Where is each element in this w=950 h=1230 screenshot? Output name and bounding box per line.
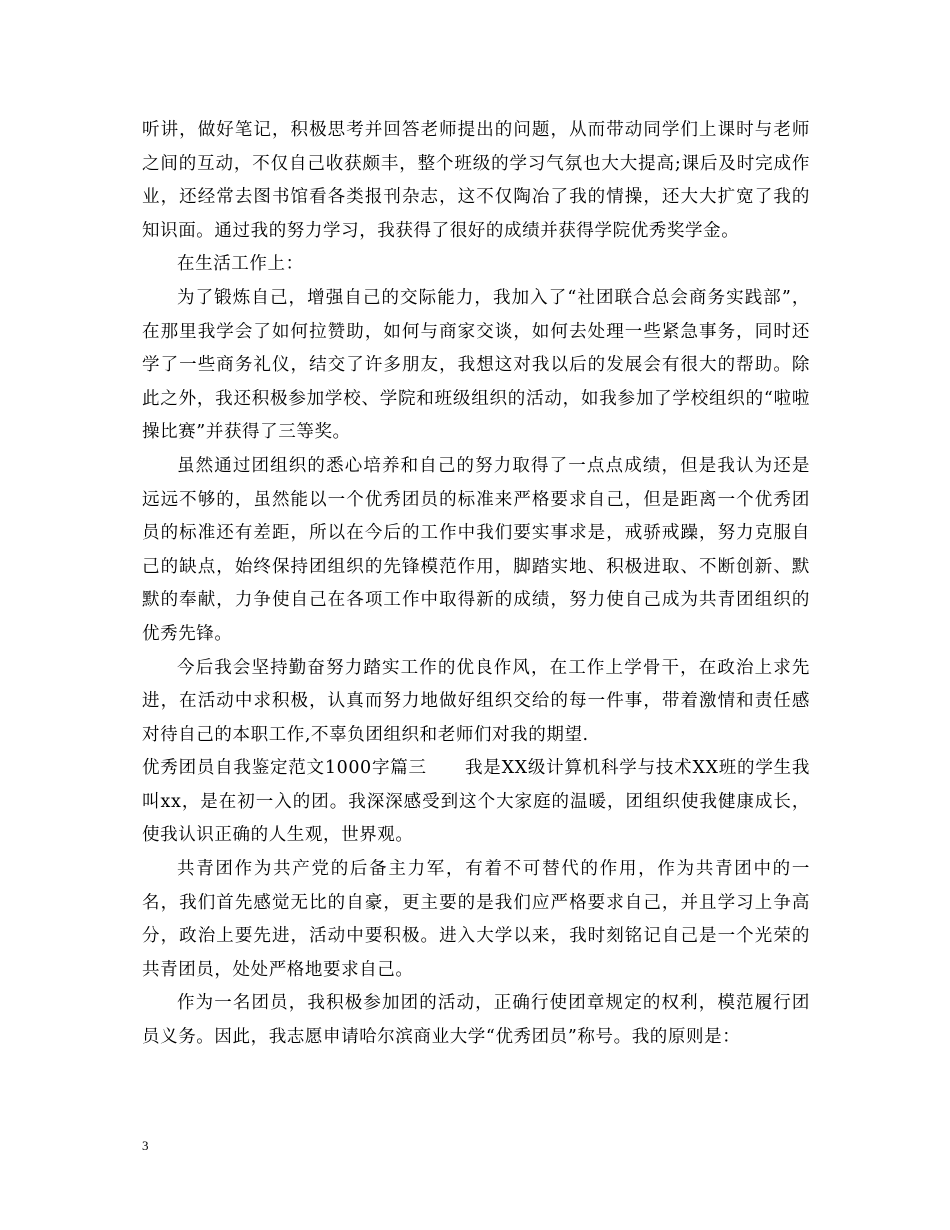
section-title: 优秀团员自我鉴定范文1000字篇三 bbox=[142, 758, 427, 779]
paragraph-2: 在生活工作上： bbox=[177, 254, 304, 275]
paragraph-8: 作为一名团员，我积极参加团的活动，正确行使团章规定的权利，模范履行团员义务。因此，我志愿申请哈尔滨商业大学“优秀团员”称号。我的原则是： bbox=[142, 993, 810, 1048]
paragraph-3: 为了锻炼自己，增强自己的交际能力，我加入了“社团联合总会商务实践部”，在那里我学会了如何拉赞助，如何与商家交谈，如何去处理一些紧急事务，同时还学了一些商务礼仪，结交了许多朋友，我想这对我以后的发展会有很大的帮助。除此之外，我还积极参加学校、学院和班级组织的活动，如我参加了学校组织的“啦啦操比赛”并获得了三等奖。 bbox=[142, 287, 810, 443]
paragraph-6 bbox=[142, 752, 810, 853]
paragraph-4: 虽然通过团组织的悉心培养和自己的努力取得了一点点成绩，但是我认为还是远远不够的，虽然能以一个优秀团员的标准来严格要求自己，但是距离一个优秀团员的标准还有差距，所以在今后的工作中我们要实事求是，戒骄戒躁，努力克服自己的缺点，始终保持团组织的先锋模范作用，脚踏实地、积极进取、不断创新、默默的奉献，力争使自己在各项工作中取得新的成绩，努力使自己成为共青团组织的优秀先锋。 bbox=[142, 455, 810, 644]
paragraph-7: 共青团作为共产党的后备主力军，有着不可替代的作用，作为共青团中的一名，我们首先感觉无比的自豪，更主要的是我们应严格要求自己，并且学习上争高分，政治上要先进，活动中要积极。进入大学以来，我时刻铭记自己是一个光荣的共青团员，处处严格地要求自己。 bbox=[142, 859, 810, 980]
document-body bbox=[142, 114, 810, 1055]
paragraph-1: 听讲，做好笔记，积极思考并回答老师提出的问题，从而带动同学们上课时与老师之间的互动，不仅自己收获颇丰，整个班级的学习气氛也大大提高;课后及时完成作业，还经常去图书馆看各类报刊杂志，这不仅陶冶了我的情操，还大大扩宽了我的知识面。通过我的努力学习，我获得了很好的成绩并获得学院优秀奖学金。 bbox=[142, 120, 810, 241]
page-number: 3 bbox=[142, 1138, 149, 1153]
section-text: 我是XX级计算机科学与技术XX班的学生我叫xx，是在初一入的团。我深深感受到这个大家庭的温暖，团组织使我健康成长，使我认识正确的人生观，世界观。 bbox=[142, 758, 810, 846]
paragraph-5: 今后我会坚持勤奋努力踏实工作的优良作风，在工作上学骨干，在政治上求先进，在活动中求积极，认真而努力地做好组织交给的每一件事，带着激情和责任感对待自己的本职工作,不辜负团组织和老师们对我的期望. bbox=[142, 657, 810, 745]
